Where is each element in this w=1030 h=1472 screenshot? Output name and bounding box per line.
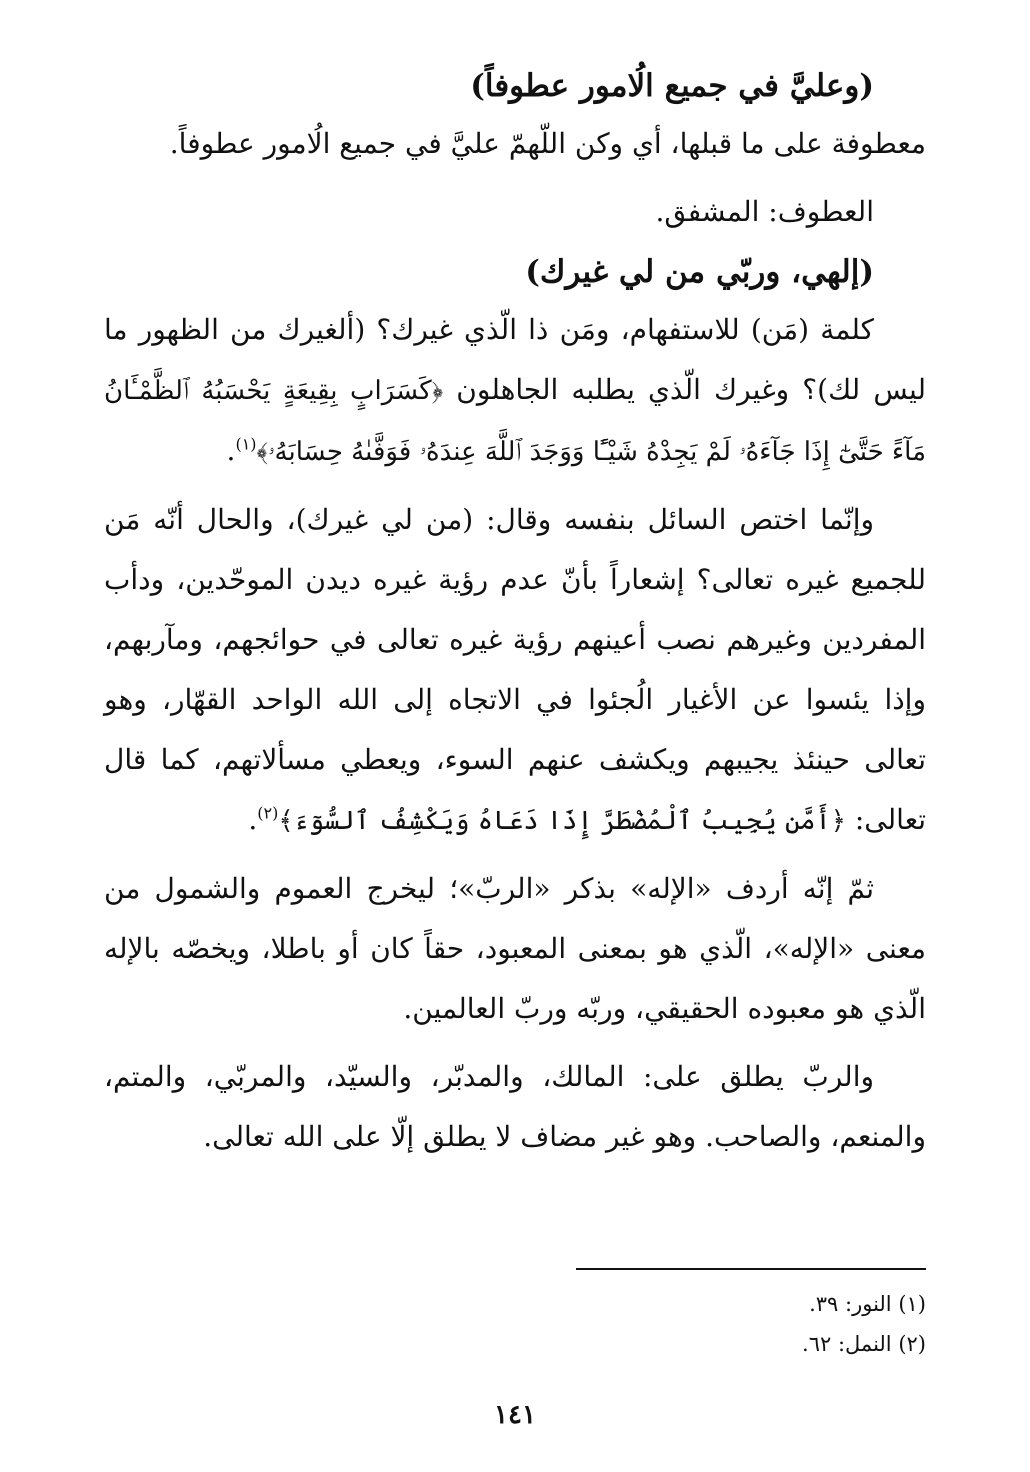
paragraph-4 [104,490,926,851]
footnote-2: (٢) النمل: ٦٢. [802,1332,926,1356]
footnote-divider [576,1268,926,1270]
paragraph-1: معطوفة على ما قبلها، أي وكن اللّهمّ عليَّ في جميع الُامور عطوفاً. [169,127,926,160]
paragraph-4-text: وإنّما اختص السائل بنفسه وقال: (من لي غيرك)، والحال أنّه مَن للجميع غيره تعالى؟ إشعاراً بأنّ عدم رؤية غيره ديدن الموحّدين، ودأب المفردين وغيرهم نصب أعينهم رؤية غيره تعالى في حوائجهم، ومآربهم، وإذا يئسوا عن الأغيار الُجئوا في الاتجاه إلى الله الواحد القهّار، وهو تعالى حينئذ يجيبهم ويكشف عنهم السوء، ويعطي مسألاتهم، كما قال تعالى: [104,503,926,836]
quran-verse-1: ﴿كَسَرَابٍ بِقِيعَةٍ يَحْسَبُهُ ٱلظَّمْـَٔانُ مَآءً حَتَّىٰٓ إِذَا جَآءَهُۥ لَمْ يَجِدْهُ شَيْـًٔا وَوَجَدَ ٱللَّهَ عِندَهُۥ فَوَفَّىٰهُ حِسَابَهُۥ﴾ [104,376,926,467]
quran-verse-2: ﴿أَمَّن يُجِيبُ ٱلْمُضْطَرَّ إِذَا دَعَاهُ وَيَكْشِفُ ٱلسُّوٓءَ﴾ [278,806,846,836]
footnotes [104,1268,926,1364]
footnote-ref-1: (١) [235,434,257,454]
footnote-ref-2: (٢) [257,803,279,823]
paragraph-2: العطوف: المشفق. [655,195,874,228]
paragraph-3 [104,300,926,482]
paragraph-6: والربّ يطلق على: المالك، والمدبّر، والسيّد، والمربّي، والمتم، والمنعم، والصاحب. وهو غير مضاف لا يطلق إلّا على الله تعالى. [104,1060,926,1153]
paragraph-3-text: كلمة (مَن) للاستفهام، ومَن ذا الّذي غيرك؟ (ألغيرك من الظهور ما ليس لك)؟ وغيرك الّذي يطلبه الجاهلون [104,313,927,406]
page-number: ١٤١ [494,1400,536,1430]
heading-2: (إلهي، وربّي من لي غيرك) [525,254,874,290]
footnote-1: (١) النور: ٣٩. [809,1292,926,1316]
heading-1: (وعليَّ في جميع الُامور عطوفاً) [470,68,874,104]
paragraph-3-end: . [226,434,236,467]
paragraph-5: ثمّ إنّه أردف «الإله» بذكر «الربّ»؛ ليخرج العموم والشمول من معنى «الإله»، الّذي هو بمعنى المعبود، حقاً كان أو باطلا، ويخصّه بالإله الّذي هو معبوده الحقيقي، وربّه وربّ العالمين. [104,872,926,1025]
main-text [104,58,926,1167]
paragraph-4-end: . [248,803,258,836]
